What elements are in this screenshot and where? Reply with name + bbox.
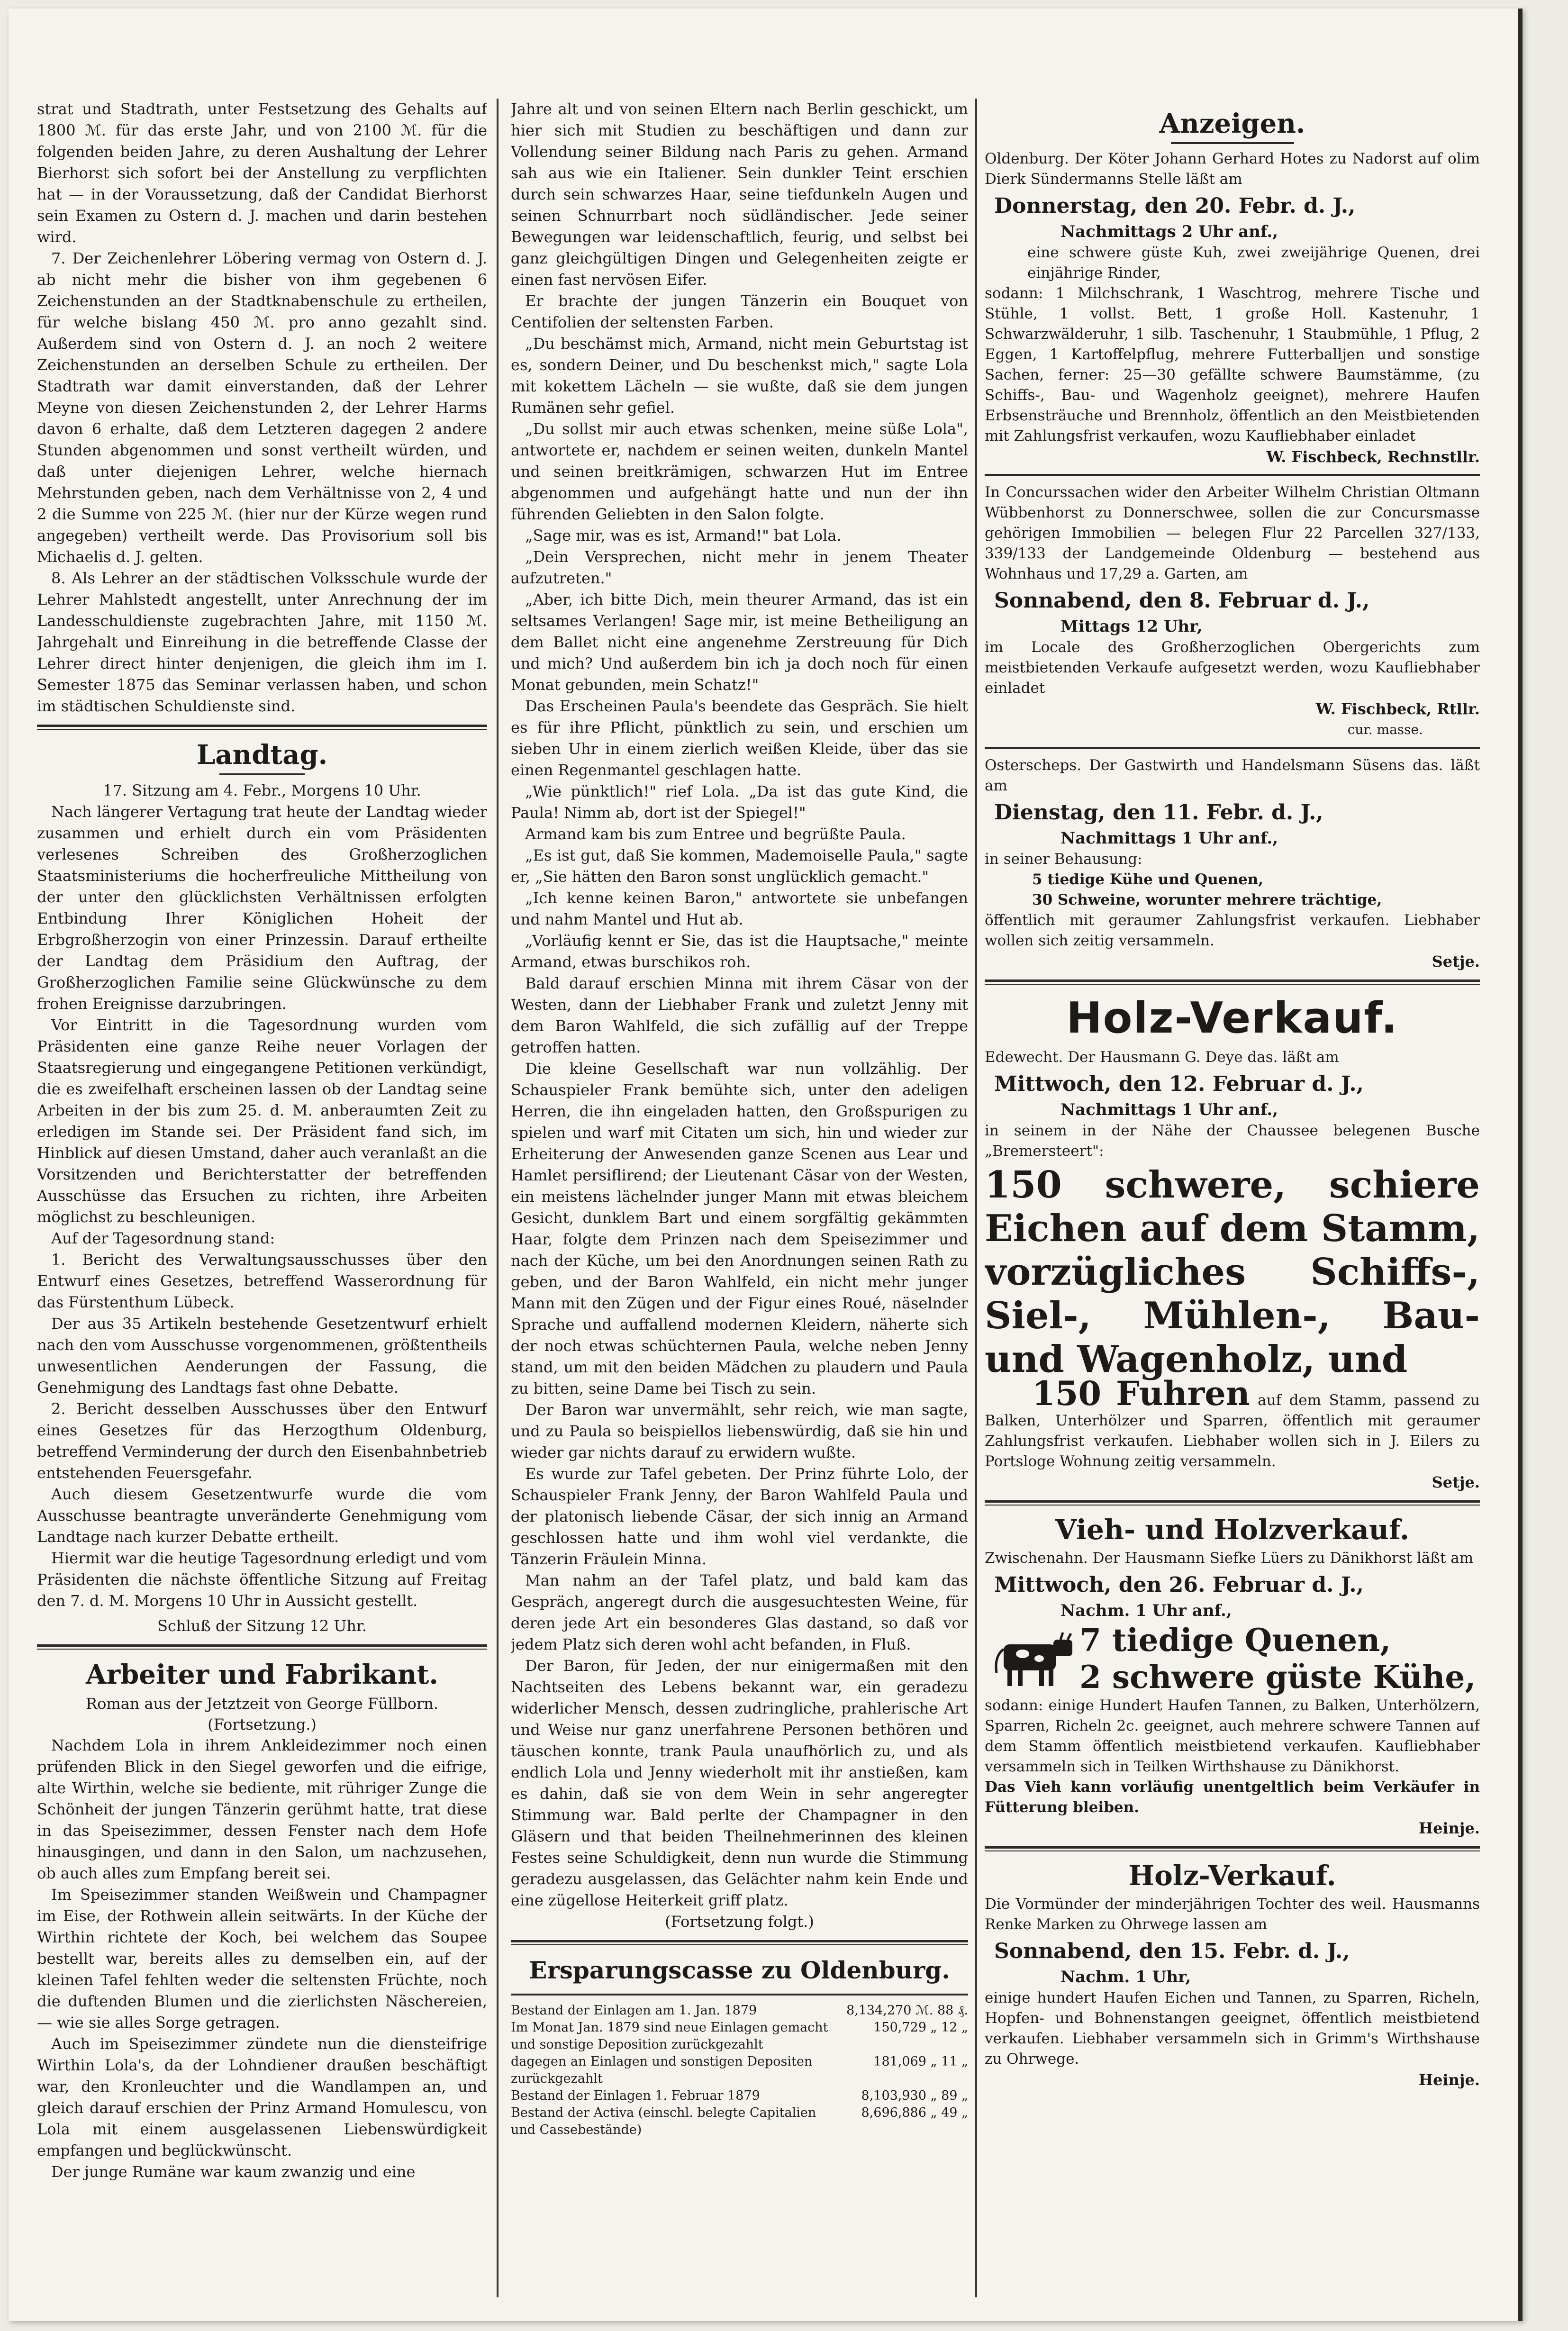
auction-time: Nachmittags 2 Uhr anf., xyxy=(1060,222,1278,241)
table-row: Bestand der Einlagen 1. Februar 1879 8,103,930 „ 89 „ xyxy=(511,2088,968,2103)
paragraph: Vor Eintritt in die Tagesordnung wurden vom Präsidenten eine ganze Reihe neuer Vorlagen der Staatsregierung und eingegangene Petitionen verkündigt, die es zweifelhaft erscheinen lassen ob der Landtag seine Arbeiten in der bis zum 25. d. M. anberaumten Zeit zu erledigen im Stande sei. Der Präsident fand sich, im Hinblick auf diesen Umstand, daher auch veranlaßt an die Vorsitzenden und Berichterstatter der betreffenden Ausschüsse das Ersuchen zu richten, ihre Arbeiten möglichst zu beschleunigen. xyxy=(37,1016,487,1226)
paragraph: Der aus 35 Artikeln bestehende Gesetzentwurf erhielt nach den vom Ausschusse vorgenommenen, größtentheils unwesentlichen Aenderungen der Fassung, die Genehmigung des Landtags fast ohne Debatte. xyxy=(37,1315,487,1397)
paragraph: „Ich kenne keinen Baron," antwortete sie unbefangen und nahm Mantel und Hut ab. xyxy=(511,889,968,928)
paragraph: Jahre alt und von seinen Eltern nach Berlin geschickt, um hier sich mit Studien zu beschäftigen und dann zur Vollendung seiner Bildung nach Paris zu gehen. Armand sah aus wie ein Italiener. Sein dunkler Teint erschien durch sein schwarzes Haar, seine tiefdunkeln Augen und seinen Schnurrbart noch südländischer. Jede seiner Bewegungen war leidenschaftlich, feurig, und selbst bei ganz gleichgültigen Dingen und Gelegenheiten zeigte er einen fast nervösen Eifer. xyxy=(511,100,968,289)
ad-divider xyxy=(985,474,1480,476)
cow-icon xyxy=(985,1628,1079,1689)
ads-heading: Anzeigen. xyxy=(1159,108,1305,139)
novel-title: Arbeiter und Fabrikant. xyxy=(86,1659,438,1690)
ad-block: In Concurssachen wider den Arbeiter Wilhelm Christian Oltmann Wübbenhorst zu Donnerschwee, sollen die zur Concursmasse gehörigen Immobilien — belegen Flur 22 Parcellen 327/133, 339/133 der Landgemeinde Oldenburg — bestehend aus Wohnhaus und 17,29 a. Garten, am Sonnabend, den 8. Februar d. J., Mittags 12 Uhr, im Locale des Großherzoglichen Obergerichts zum meistbietenden Verkaufe aufgesetzt werden, wozu Kaufliebhaber einladet W. Fischbeck, Rtllr. cur. masse. xyxy=(985,484,1480,737)
auction-date: Dienstag, den 11. Febr. d. J., xyxy=(994,800,1323,825)
column-ads xyxy=(985,99,1480,2090)
cow-row: 7 tiedige Quenen, 2 schwere güste Kühe, xyxy=(985,1622,1480,1696)
section-divider xyxy=(511,1940,968,1945)
ad-headline: Holz-Verkauf. xyxy=(1128,1859,1336,1892)
ad-headline: Holz-Verkauf. xyxy=(1066,993,1398,1043)
paragraph: 1. Bericht des Verwaltungsausschusses über den Entwurf eines Gesetzes, betreffend Wasserordnung für das Fürstenthum Lübeck. xyxy=(37,1251,487,1311)
column-rule xyxy=(497,99,498,2297)
paragraph: Nachdem Lola in ihrem Ankleidezimmer noch einen prüfenden Blick in den Siegel geworfen und die eifrige, alte Wirthin, welche sie bediente, mit rühriger Zunge die Schönheit der jungen Tänzerin gerühmt hatte, trat diese in das Speisezimmer, dessen Fenster nach dem Hofe hinausgingen, und dann in den Salon, um nachzusehen, ob auch alles zum Empfang bereit sei. xyxy=(37,1736,487,1882)
ad-block: Vieh- und Holzverkauf. Zwischenahn. Der Hausmann Siefke Lüers zu Dänikhorst läßt am Mittwoch, den 26. Februar d. J., Nachm. 1 Uhr anf., 7 tiedige Quenen, 2 schwere güste Kühe, sodann: einige Hundert Haufen Tannen, zu Balken, Unterhölzern, Sparren, Richeln 2c. geeignet, auch mehrere schwere Tannen auf dem Stamm öffentlich meistbietend verkaufen. Kaufliebhaber versammeln sich in Teilken Wirthshause zu Dänikhorst. Das Vieh kann vorläufig unentgeltlich beim Verkäufer in Fütterung bleiben. Heinje. xyxy=(985,1513,1480,1839)
paragraph: Das Erscheinen Paula's beendete das Gespräch. Sie hielt es für ihre Pflicht, pünktlich zu sein, und erschien um sieben Uhr in einem zierlich weißen Kleide, über das sie einen Regenmantel geschlagen hatte. xyxy=(511,697,968,779)
paragraph: Der Baron, für Jeden, der nur einigermaßen mit den Nachtseiten des Lebens bekannt war, ein geradezu widerlicher Mensch, dessen zudringliche, prahlerische Art und Weise nur ganz unerfahrene Personen bethören und täuschen konnte, trank Paula unaufhörlich zu, und als endlich Lola und Jenny wiederholt mit ihr anstießen, kam es dahin, daß sie von dem Wein in sehr angeregter Stimmung war. Bald perlte der Champagner in den Gläsern und that beiden Theilnehmerinnen des kleinen Festes seine Schuldigkeit, denn nun wurde die Stimmung geradezu ausgelassen, das Gelächter nahm kein Ende und eine zügellose Heiterkeit griff platz. xyxy=(511,1657,968,1909)
section-divider xyxy=(37,1644,487,1650)
paragraph: Nach längerer Vertagung trat heute der Landtag wieder zusammen und erhielt durch ein vom Präsidenten verlesenes Schreiben des Großherzoglichen Staatsministeriums die hocherfreuliche Mittheilung von der unter den glücklichsten Verhältnissen erfolgten Entbindung Ihrer Königlichen Hoheit der Erbgroßherzogin von einer Prinzessin. Darauf ertheilte der Landtag dem Präsidium den Auftrag, der Großherzoglichen Familie seine Glückwünsche zu dem frohen Ereignisse darzubringen. xyxy=(37,803,487,1013)
paragraph: „Wie pünktlich!" rief Lola. „Da ist das gute Kind, die Paula! Nimm ab, dort ist der Spiegel!" xyxy=(511,782,968,822)
ad-block: Osterscheps. Der Gastwirth und Handelsmann Süsens das. läßt am Dienstag, den 11. Febr. d. J., Nachmittags 1 Uhr anf., in seiner Behausung: 5 tiedige Kühe und Quenen, 30 Schweine, worunter mehrere trächtige, öffentlich mit geraumer Zahlungsfrist verkaufen. Liebhaber wollen sich zeitig versammeln. Setje. xyxy=(985,755,1480,972)
heading-underline xyxy=(219,773,305,775)
novel-continuation: (Fortsetzung.) xyxy=(208,1715,317,1733)
auction-time: Nachm. 1 Uhr anf., xyxy=(1060,1601,1232,1620)
signature: W. Fischbeck, Rechnstllr. xyxy=(1266,448,1480,466)
signature: Setje. xyxy=(1432,1473,1480,1491)
ad-headline: Vieh- und Holzverkauf. xyxy=(1055,1514,1410,1546)
heading-underline xyxy=(1171,142,1294,144)
paragraph: strat und Stadtrath, unter Festsetzung des Gehalts auf 1800 ℳ. für das erste Jahr, und von 2100 ℳ. für die folgenden beiden Jahre, zu deren Aushaltung der Lehrer Bierhorst sich sofort bei der Anstellung zu verpflichten hat — in der Voraussetzung, daß der Candidat Bierhorst sein Examen zu Ostern d. J. machen und darin bestehen wird. xyxy=(37,100,487,246)
savings-bank-title: Ersparungscasse zu Oldenburg. xyxy=(529,1956,950,1984)
paragraph: Bald darauf erschien Minna mit ihrem Cäsar von der Westen, dann der Liebhaber Frank und zuletzt Jenny mit dem Baron Wahlfeld, die sich zufällig auf der Treppe getroffen hatten. xyxy=(511,974,968,1056)
auction-date: Mittwoch, den 12. Februar d. J., xyxy=(994,1072,1364,1096)
paragraph: „Dein Versprechen, nicht mehr in jenem Theater aufzutreten." xyxy=(511,548,968,587)
auction-date: Sonnabend, den 15. Febr. d. J., xyxy=(994,1939,1350,1963)
auction-date: Sonnabend, den 8. Februar d. J., xyxy=(994,589,1370,613)
paragraph: Hiermit war die heutige Tagesordnung erledigt und vom Präsidenten die nächste öffentliche Sitzung auf Freitag den 7. d. M. Morgens 10 Uhr in Aussicht gestellt. xyxy=(37,1549,487,1610)
ad-divider xyxy=(985,1846,1480,1851)
paragraph: „Du beschämst mich, Armand, nicht mein Geburtstag ist es, sondern Deiner, und Du beschenkst mich," sagte Lola mit kokettem Lächeln — sie wußte, daß sie dem jungen Rumänen sehr gefiel. xyxy=(511,335,968,417)
signature: W. Fischbeck, Rtllr. xyxy=(1315,700,1480,718)
section-divider xyxy=(37,725,487,730)
newspaper-page xyxy=(9,9,1523,2321)
signature: Heinje. xyxy=(1418,1819,1480,1837)
paragraph: Auch im Speisezimmer zündete nun die diensteifrige Wirthin Lola's, da der Lohndiener draußen beschäftigt war, den Kronleuchter und die Wandlampen an, und gleich darauf erschien der Prinz Armand Homulescu, von Lola mit einem ausgelassenen Liebenswürdigkeit empfangen und beglückwünscht. xyxy=(37,2035,487,2159)
paragraph: Armand kam bis zum Entree und begrüßte Paula. xyxy=(525,825,906,843)
paragraph: Er brachte der jungen Tänzerin ein Bouquet von Centifolien der seltensten Farben. xyxy=(511,292,968,331)
table-row: Bestand der Activa (einschl. belegte Capitalien und Cassebestände) 8,696,886 „ 49 „ xyxy=(511,2105,968,2137)
ad-divider xyxy=(985,747,1480,749)
paragraph: Die kleine Gesellschaft war nun vollzählig. Der Schauspieler Frank bemühte sich, unter den adeligen Herren, die ihn eingeladen hatten, den Großspurigen zu spielen und warf mit Citaten um sich, hin und wieder zur Erheiterung der Anwesenden ganze Scenen aus Lear und Hamlet persiflirend; der Lieutenant Cäsar von der Westen, ein meistens lächelnder junger Mann mit etwas bleichem Gesicht, dunklem Bart und einem sorgfältig gekämmten Haar, folgte dem Prinzen nach dem Speisezimmer und nach der Küche, um bei den Anordnungen seinen Rath zu geben, und der Baron Wahlfeld, ein nicht mehr junger Mann mit den Zügen und der Figur eines Roué, näselnder Sprache und auffallend modernen Kleidern, näherte sich der noch etwas schüchternen Paula, welche neben Jenny stand, um mit den beiden Mädchen zu plaudern und Paula zu bitten, seine Dame bei Tisch zu sein. xyxy=(511,1060,968,1397)
signature: Setje. xyxy=(1432,952,1480,970)
paragraph: Im Speisezimmer standen Weißwein und Champagner im Eise, der Rothwein allein seitwärts. In der Küche der Wirthin richtete der Koch, bei welchem das Soupee bestellt war, bereits alles zu demselben ein, auf der kleinen Tafel fehlten weder die seltensten Früchte, noch die duftenden Blumen und die zierlichsten Näschereien, — wie sie alles Sorge getragen. xyxy=(37,1886,487,2032)
session-close: Schluß der Sitzung 12 Uhr. xyxy=(157,1617,367,1635)
paragraph: Auf der Tagesordnung stand: xyxy=(51,1229,275,1247)
auction-time: Mittags 12 Uhr, xyxy=(1060,617,1203,636)
table-row: dagegen an Einlagen und sonstigen Depositen zurückgezahlt 181,069 „ 11 „ xyxy=(511,2054,968,2086)
table-row: Bestand der Einlagen am 1. Jan. 1879 8,134,270 ℳ. 88 ₰. xyxy=(511,2003,968,2018)
ad-divider xyxy=(985,1500,1480,1506)
auction-time: Nachm. 1 Uhr, xyxy=(1060,1968,1191,1986)
paragraph: Man nahm an der Tafel platz, und bald kam das Gespräch, angeregt durch die ausgesuchtesten Weine, für deren jede Art ein besonderes Glas dastand, so daß vor jedem Platz sich deren wohl acht befanden, in Fluß. xyxy=(511,1571,968,1653)
paragraph: „Du sollst mir auch etwas schenken, meine süße Lola", antwortete er, nachdem er seinen weiten, dunkeln Mantel und seinen breitkrämigen, schwarzen Hut im Entree abgenommen und aufgehängt hatte und nun der ihn führenden Geliebten in den Salon folgte. xyxy=(511,420,968,523)
session-line: 17. Sitzung am 4. Febr., Morgens 10 Uhr. xyxy=(103,781,421,799)
paragraph: „Vorläufig kennt er Sie, das ist die Hauptsache," meinte Armand, etwas burschikos roh. xyxy=(511,932,968,971)
landtag-heading: Landtag. xyxy=(196,739,328,771)
paragraph: „Aber, ich bitte Dich, mein theurer Armand, das ist ein seltsames Verlangen! Sage mir, ist meine Betheiligung an dem Ballet nicht eine angenehme Zerstreuung für Dich und mich? Und außerdem bin ich ja doch noch für einen Monat gebunden, mein Schatz!" xyxy=(511,590,968,694)
column-left xyxy=(37,99,487,2183)
paragraph: „Es ist gut, daß Sie kommen, Mademoiselle Paula," sagte er, „Sie hätten den Baron sonst unglücklich gemacht." xyxy=(511,846,968,886)
paragraph: Der junge Rumäne war kaum zwanzig und eine xyxy=(51,2163,416,2181)
ad-divider xyxy=(985,980,1480,985)
auction-date: Donnerstag, den 20. Febr. d. J., xyxy=(994,194,1356,218)
heading-underline xyxy=(511,1994,968,1995)
auction-date: Mittwoch, den 26. Februar d. J., xyxy=(994,1573,1364,1597)
ad-block: Oldenburg. Der Köter Johann Gerhard Hotes zu Nadorst auf olim Dierk Sündermanns Stelle läßt am Donnerstag, den 20. Febr. d. J., Nachmittags 2 Uhr anf., eine schwere güste Kuh, zwei zweijährige Quenen, drei einjährige Rinder, sodann: 1 Milchschrank, 1 Waschtrog, mehrere Tische und Stühle, 1 vollst. Bett, 1 große Holl. Kastenuhr, 1 Schwarzwälderuhr, 1 silb. Taschenuhr, 1 Staubmühle, 1 Pflug, 2 Eggen, 1 Kartoffelpflug, mehrere Futterballjen und sonstige Sachen, ferner: 25—30 gefällte schwere Baumstämme, (zu Schiffs-, Bau- und Wagenholz geeignet), mehrere Haufen Erbsensträuche und Brennholz, öffentlich an den Meistbietenden mit Zahlungsfrist verkaufen, wozu Kaufliebhaber einladet W. Fischbeck, Rechnstllr. xyxy=(985,149,1480,467)
paragraph: 2. Bericht desselben Ausschusses über den Entwurf eines Gesetzes für das Herzogthum Oldenburg, betreffend Verminderung der durch den Eisenbahnbetrieb entstehenden Feuersgefahr. xyxy=(37,1400,487,1482)
savings-table xyxy=(511,2002,968,2139)
ad-block: Holz-Verkauf. Die Vormünder der minderjährigen Tochter des weil. Hausmanns Renke Marken zu Ohrwege lassen am Sonnabend, den 15. Febr. d. J., Nachm. 1 Uhr, einige hundert Haufen Eichen und Tannen, zu Sparren, Richeln, Hopfen- und Bohnenstangen geeignet, öffentlich meistbietend verkaufen. Liebhaber versammeln sich in Grimm's Wirthshause zu Ohrwege. Heinje. xyxy=(985,1859,1480,2090)
column-rule xyxy=(975,99,977,2297)
novel-subtitle: Roman aus der Jetztzeit von George Füllborn. xyxy=(85,1695,439,1713)
paragraph: 8. Als Lehrer an der städtischen Volksschule wurde der Lehrer Mahlstedt angestellt, unter Anrechnung der im Landesschuldienste zugebrachten Jahre, mit 1150 ℳ. Jahrgehalt und Einreihung in die betreffende Classe der Lehrer direct hinter denjenigen, die gleich ihm im I. Semester 1875 das Seminar verlassen haben, und schon im städtischen Schuldienste sind. xyxy=(37,569,487,715)
paragraph: Es wurde zur Tafel gebeten. Der Prinz führte Lolo, der Schauspieler Frank Jenny, der Baron Wahlfeld Paula und der platonisch liebende Cäsar, der sich innig an Armand geschlossen hatte und ihm wohl viel verdankte, die Tänzerin Fräulein Minna. xyxy=(511,1465,968,1568)
auction-time: Nachmittags 1 Uhr anf., xyxy=(1060,829,1278,848)
paragraph: Auch diesem Gesetzentwurfe wurde die vom Ausschusse beantragte unveränderte Genehmigung vom Landtage nach kurzer Debatte ertheilt. xyxy=(37,1485,487,1546)
paragraph: Der Baron war unvermählt, sehr reich, wie man sagte, und zu Paula so beispiellos liebenswürdig, daß sie hin und wieder gar nichts darauf zu erwidern wußte. xyxy=(511,1401,968,1461)
continuation-note: (Fortsetzung folgt.) xyxy=(665,1913,814,1931)
signature: Heinje. xyxy=(1418,2071,1480,2089)
auction-time: Nachmittags 1 Uhr anf., xyxy=(1060,1100,1278,1119)
column-middle xyxy=(511,99,968,2139)
paragraph: „Sage mir, was es ist, Armand!" bat Lola. xyxy=(525,526,842,544)
ad-block: Holz-Verkauf. Edewecht. Der Hausmann G. Deye das. läßt am Mittwoch, den 12. Februar d. J., Nachmittags 1 Uhr anf., in seinem in der Nähe der Chaussee belegenen Busche „Bremersteert": 150 schwere, schiere Eichen auf dem Stamm, vorzügliches Schiffs-, Siel-, Mühlen-, Bau- und Wagenholz, und 150 Fuhren auf dem Stamm, passend zu Balken, Unterhölzer und Sparren, öffentlich mit geraumer Zahlungsfrist verkaufen. Liebhaber wollen sich in J. Eilers zu Portsloge Wohnung zeitig versammeln. Setje. xyxy=(985,992,1480,1493)
table-row: Im Monat Jan. 1879 sind neue Einlagen gemacht und sonstige Deposition zurückgezahlt 150,729 „ 12 „ xyxy=(511,2020,968,2052)
paragraph: 7. Der Zeichenlehrer Löbering vermag von Ostern d. J. ab nicht mehr die bisher von ihm gegebenen 6 Zeichenstunden an der Stadtknabenschule zu ertheilen, für welche bislang 450 ℳ. pro anno gezahlt sind. Außerdem sind von Ostern d. J. an noch 2 weitere Zeichenstunden an derselben Schule zu ertheilen. Der Stadtrath war damit einverstanden, daß der Lehrer Meyne von diesen Zeichenstunden 2, der Lehrer Harms davon 6 erhalte, daß dem Letzteren dagegen 2 andere Stunden abgenommen und sonst vertheilt würden, und daß unter diejenigen Lehrer, welche hiernach Mehrstunden geben, nach dem Verhältnisse von 2, 4 und 2 die Summe von 225 ℳ. (hier nur der Kürze wegen rund angegeben) vertheilt werde. Das Provisorium soll bis Michaelis d. J. gelten. xyxy=(37,249,487,566)
